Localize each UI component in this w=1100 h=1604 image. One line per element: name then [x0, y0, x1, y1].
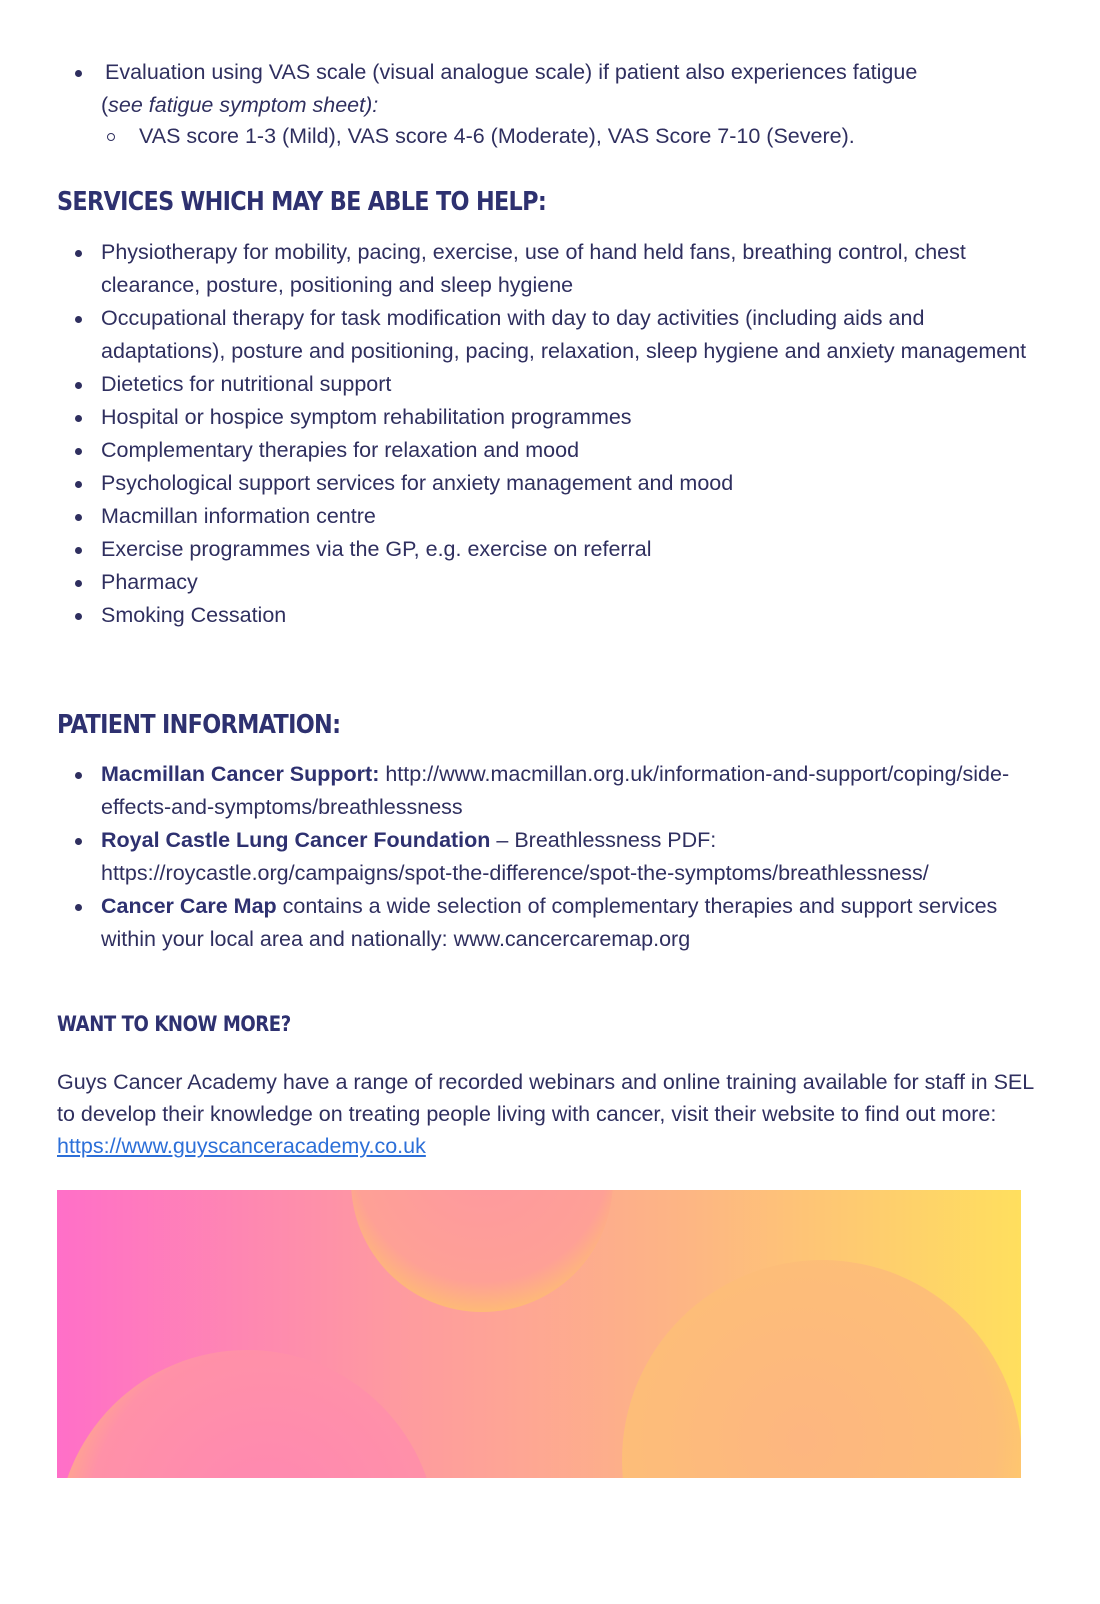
- evaluation-note: (see fatigue symptom sheet):: [101, 93, 379, 117]
- resource-detail: http://www.macmillan.org.uk/information-and-support/coping/side-effects-and-symptoms/breathlessness: [101, 762, 1010, 819]
- list-item: Complementary therapies for relaxation and mood: [57, 434, 1047, 467]
- list-item: [57, 56, 1047, 122]
- evaluation-list: [57, 56, 1047, 122]
- list-item: Dietetics for nutritional support: [57, 368, 1047, 401]
- list-item: Physiotherapy for mobility, pacing, exercise, use of hand held fans, breathing control, chest clearance, posture, positioning and sleep hygiene: [57, 236, 1047, 302]
- patient-information-heading: PATIENT INFORMATION:: [57, 710, 341, 740]
- decorative-circle: [351, 1190, 613, 1312]
- list-item: Pharmacy: [57, 566, 1047, 599]
- list-item: Hospital or hospice symptom rehabilitation programmes: [57, 401, 1047, 434]
- list-item: [57, 824, 1047, 890]
- want-to-know-more-heading: WANT TO KNOW MORE?: [57, 1012, 291, 1036]
- vas-score-item: VAS score 1-3 (Mild), VAS score 4-6 (Moderate), VAS Score 7-10 (Severe).: [57, 122, 1047, 150]
- decorative-circle: [57, 1350, 437, 1478]
- resource-name: Royal Castle Lung Cancer Foundation: [101, 828, 491, 852]
- academy-link[interactable]: https://www.guyscanceracademy.co.uk: [57, 1134, 426, 1158]
- list-item: Occupational therapy for task modification with day to day activities (including aids and adaptations), posture and positioning, pacing, relaxation, sleep hygiene and anxiety management: [57, 302, 1047, 368]
- list-item: Psychological support services for anxiety management and mood: [57, 467, 1047, 500]
- services-list: [57, 236, 1047, 632]
- fatigue-sheet-reference: see fatigue symptom sheet):: [108, 93, 379, 117]
- list-item: [57, 758, 1047, 824]
- resource-name: Macmillan Cancer Support:: [101, 762, 380, 786]
- services-heading: SERVICES WHICH MAY BE ABLE TO HELP:: [57, 187, 547, 217]
- resource-detail: – Breathlessness PDF: https://roycastle.org/campaigns/spot-the-difference/spot-the-symptoms/breathlessness/: [101, 828, 929, 885]
- patient-information-list: [57, 758, 1047, 956]
- resource-name: Cancer Care Map: [101, 894, 277, 918]
- vas-sub-list: [57, 122, 1047, 150]
- resource-detail: contains a wide selection of complementary therapies and support services within your local area and nationally: www.cancercaremap.org: [101, 894, 998, 951]
- academy-paragraph: [57, 1066, 1047, 1162]
- list-item: Exercise programmes via the GP, e.g. exercise on referral: [57, 533, 1047, 566]
- decorative-banner: [57, 1190, 1021, 1478]
- evaluation-line: Evaluation using VAS scale (visual analogue scale) if patient also experiences fatigue: [105, 60, 918, 84]
- academy-text: Guys Cancer Academy have a range of recorded webinars and online training available for staff in SEL to develop their knowledge on treating people living with cancer, visit their website to find out more:: [57, 1070, 1034, 1126]
- list-item: Smoking Cessation: [57, 599, 1047, 632]
- decorative-circle: [622, 1260, 1021, 1478]
- evaluation-section: [57, 56, 1047, 150]
- list-item: [57, 890, 1047, 956]
- list-item: Macmillan information centre: [57, 500, 1047, 533]
